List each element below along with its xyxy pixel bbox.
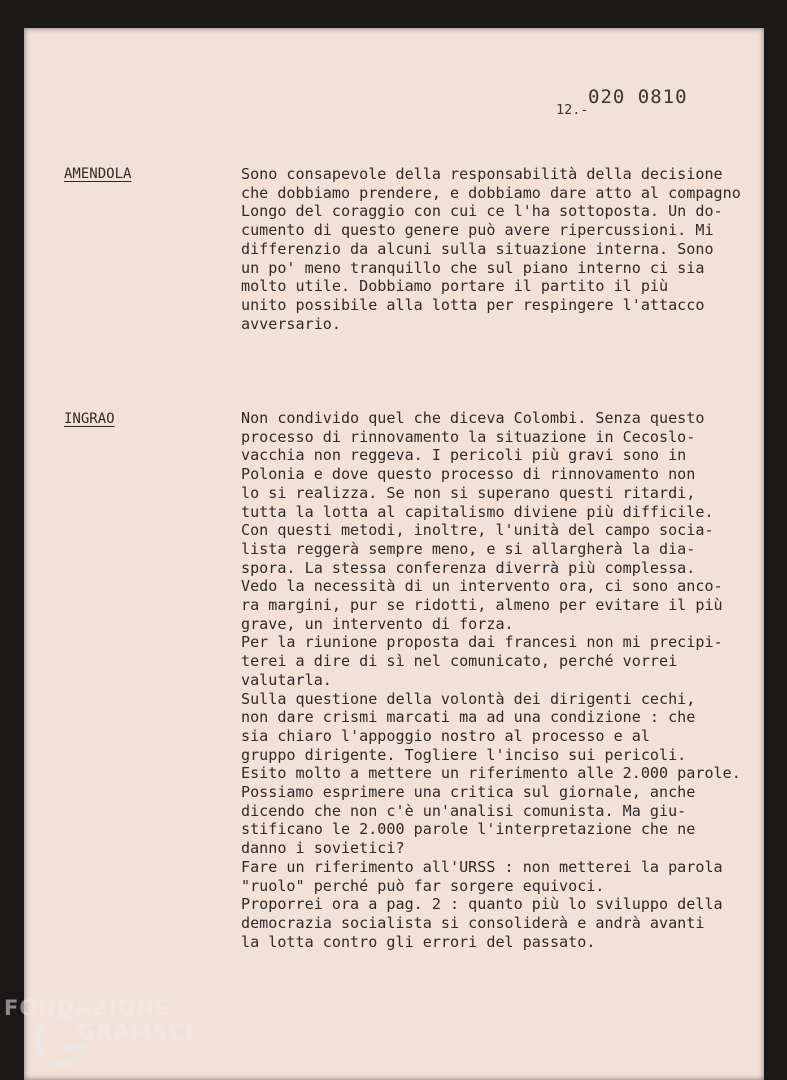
fondazione-gramsci-watermark: [0, 990, 200, 1080]
text-line: stificano le 2.000 parole l'interpretazione che ne: [241, 820, 696, 839]
text-line: Polonia e dove questo processo di rinnovamento non: [241, 465, 696, 484]
speech-ingrao: [241, 409, 761, 951]
text-line: Sulla questione della volontà dei dirigenti cechi,: [241, 689, 696, 708]
text-line: cumento di questo genere può avere ripercussioni. Mi: [241, 221, 714, 240]
text-line: tutta la lotta al capitalismo diviene più difficile.: [241, 502, 714, 521]
text-line: lo si realizza. Se non si superano questi ritardi,: [241, 483, 696, 502]
text-line: avversario.: [241, 314, 341, 333]
text-line: terei a dire di sì nel comunicato, perché vorrei: [241, 652, 678, 671]
watermark-line3: onlus: [162, 1048, 184, 1057]
text-line: differenzio da alcuni sulla situazione interna. Sono: [241, 239, 714, 258]
text-line: Sono consapevole della responsabilità della decisione: [241, 165, 723, 183]
text-line: unito possibile alla lotta per respingere l'attacco: [241, 295, 705, 314]
text-line: processo di rinnovamento la situazione in Cecoslo-: [241, 427, 696, 446]
text-line: molto utile. Dobbiamo portare il partito il più: [241, 277, 669, 296]
text-line: Con questi metodi, inoltre, l'unità del campo socia-: [241, 521, 714, 540]
speaker-amendola: AMENDOLA: [64, 166, 132, 182]
text-line: gruppo dirigente. Togliere l'inciso sui pericoli.: [241, 745, 687, 764]
text-line: non dare crismi marcati ma ad una condizione : che: [241, 708, 696, 727]
text-line: grave, un intervento di forza.: [241, 614, 514, 633]
text-line: danno i sovietici?: [241, 839, 405, 858]
text-line: Non condivido quel che diceva Colombi. Senza questo: [241, 409, 705, 427]
text-line: spora. La stessa conferenza diverrà più complessa.: [241, 558, 696, 577]
watermark-line1: FONDAZIONE: [4, 996, 171, 1020]
text-line: Vedo la necessità di un intervento ora, ci sono anco-: [241, 577, 723, 596]
text-line: Esito molto a mettere un riferimento alle 2.000 parole.: [241, 764, 741, 783]
text-line: "ruolo" perché può far sorgere equivoci.: [241, 876, 605, 895]
text-line: valutarla.: [241, 670, 332, 689]
text-line: che dobbiamo prendere, e dobbiamo dare atto al compagno: [241, 183, 741, 202]
speech-amendola: [241, 165, 761, 333]
text-line: Possiamo esprimere una critica sul giornale, anche: [241, 783, 696, 802]
speaker-ingrao: INGRAO: [64, 411, 115, 427]
text-line: dicendo che non c'è un'analisi comunista. Ma giu-: [241, 801, 687, 820]
watermark-line2: GRAMSCI: [78, 1020, 194, 1044]
text-line: un po' meno tranquillo che sul piano interno ci sia: [241, 258, 705, 277]
text-line: vacchia non reggeva. I pericoli più gravi sono in: [241, 446, 687, 465]
text-line: sia chiaro l'appoggio nostro al processo e al: [241, 726, 650, 745]
text-line: Longo del coraggio con cui ce l'ha sottoposta. Un do-: [241, 202, 723, 221]
text-line: Proporrei ora a pag. 2 : quanto più lo sviluppo della: [241, 895, 723, 914]
page-number: 12.-: [556, 102, 589, 118]
text-line: lista reggerà sempre meno, e si allargherà la dia-: [241, 539, 696, 558]
text-line: Fare un riferimento all'URSS : non metterei la parola: [241, 857, 723, 876]
text-line: Per la riunione proposta dai francesi non mi precipi-: [241, 633, 723, 652]
text-line: la lotta contro gli errori del passato.: [241, 932, 596, 951]
text-line: democrazia socialista si consoliderà e andrà avanti: [241, 913, 705, 932]
archive-number: 020 0810: [588, 86, 688, 108]
text-line: ra margini, pur se ridotti, almeno per evitare il più: [241, 596, 723, 615]
